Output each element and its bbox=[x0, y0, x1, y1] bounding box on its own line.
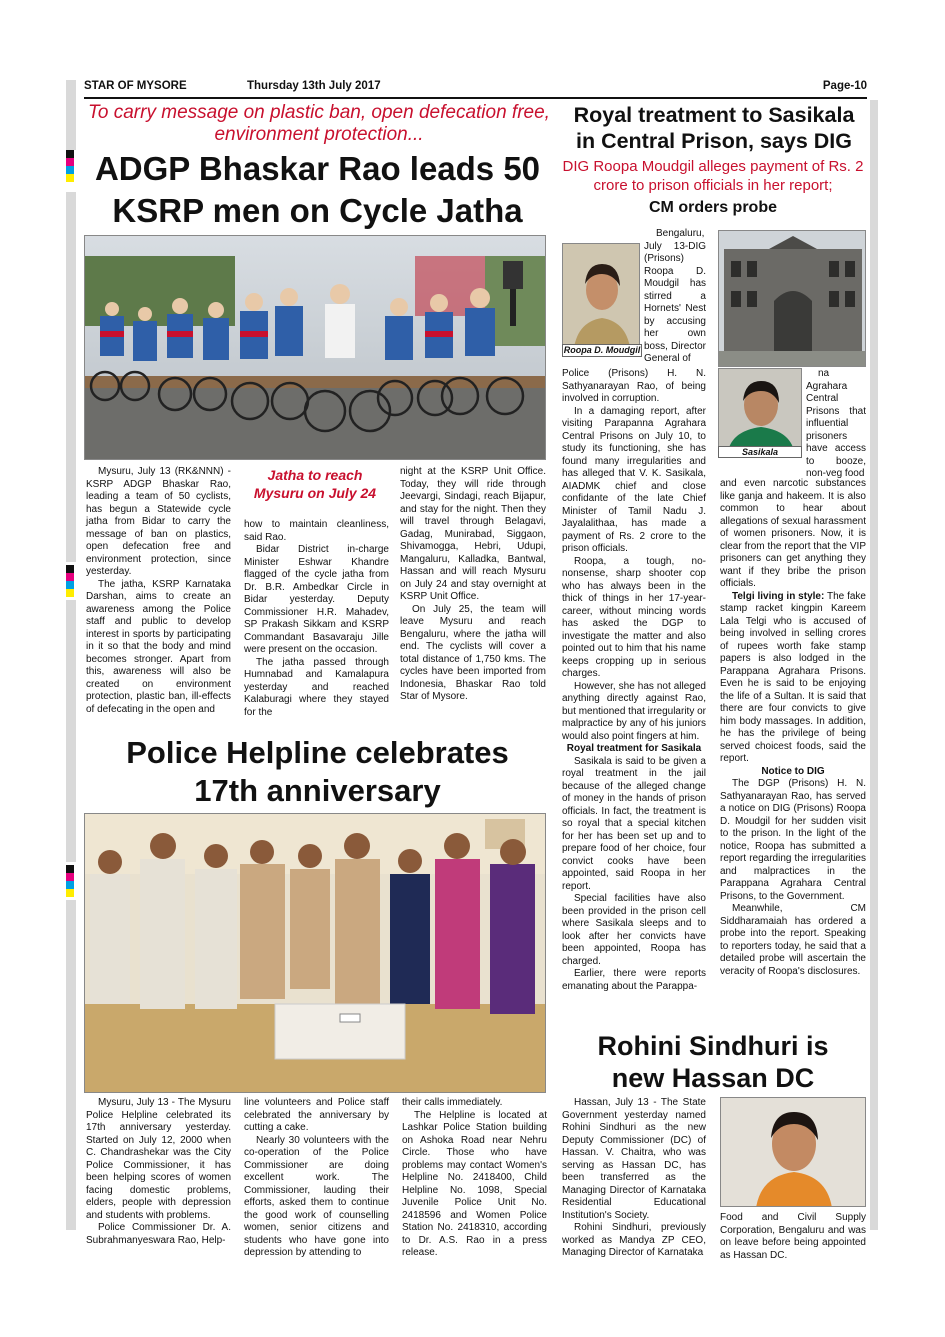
article4-colL-para2: Rohini Sindhuri, previously worked as Mandya ZP CEO, Managing Director of Karnataka bbox=[562, 1222, 706, 1258]
article3-colR-para1-rest: and even narcotic substances like ganja and hakeem. It is also common to hear about allegations of sexual harassment of women prisoners. Now, it is clear from the report that the VIP prisoners can get anything they want if they bribe the prison officials. bbox=[720, 478, 866, 589]
article2-column-3 bbox=[402, 1097, 547, 1260]
article3-column-left bbox=[562, 368, 706, 993]
article3-subheading-black: CM orders probe bbox=[648, 199, 777, 216]
article3-colR-para1-narrow: na Agrahara Central Prisons that influential prisoners have access to booze, non-veg food bbox=[806, 368, 866, 479]
prison-photo bbox=[718, 230, 866, 367]
masthead-rule bbox=[84, 97, 867, 99]
article3-headline-line2: in Central Prison, says DIG bbox=[575, 129, 852, 153]
article1-headline bbox=[80, 148, 555, 232]
prison-building-illustration bbox=[719, 231, 866, 367]
article2-column-2 bbox=[244, 1097, 389, 1260]
article4-column-left bbox=[562, 1097, 706, 1260]
article1-col3-para1: night at the KSRP Unit Office. Today, they will ride through Jeevargi, Sindagi, reach Bijapur, and stay for the night. Then they will travel through Belagavi, Gadag, Munirabad, Siggaon, Shivamogga, Hebri, Udupi, Mangaluru, Kalladka, Bantwal, Hassan and will reach Mysuru on July 24 and stay overnight at KSRP Unit Office. bbox=[400, 466, 546, 602]
cycle-jatha-photo bbox=[84, 235, 546, 460]
article4-colR-para1: Food and Civil Supply Corporation, Bengaluru and was on leave before being appointed as Hassan DC. bbox=[720, 1212, 866, 1261]
article1-col1-para2: The jatha, KSRP Karnataka Darshan, aims to create an awareness among the Police staff and public to develop interest in sports by participating in it so that the body and mind becomes stronger. Apart from this, awareness will also be created on environment protection, plastic ban, ill-effects of defecating in the open and bbox=[86, 578, 231, 715]
article3-colL-para1-narrow: Bengaluru, July 13-DIG (Prisons) Roopa D. Moudgil has stirred a Hornets' Nest by accusing her own boss, Director General of bbox=[644, 228, 706, 364]
article3-colR-para3: The DGP (Prisons) H. N. Sathyanarayan Rao, has served a notice on DIG (Prisons) Roopa D. Moudgil for her sudden visit to the prison. In the light of the notice, Roopa has submitted a report regarding the irregularities and malpractices in the Parappana Agrahara Central Prisons, to the Government. bbox=[720, 778, 866, 902]
article1-kicker: To carry message on plastic ban, open defecation free, environment protection... bbox=[88, 102, 550, 145]
cmyk-marks-1 bbox=[66, 150, 74, 182]
article4-headline-line2: new Hassan DC bbox=[611, 1063, 815, 1093]
cmyk-marks-3 bbox=[66, 865, 74, 897]
roopa-photo bbox=[562, 243, 640, 355]
article3-colL-para4: However, she has not alleged anything directly against Rao, but mentioned that irregularity or malpractice by any of his juniors would also point fingers at him. bbox=[562, 680, 706, 742]
article3-column-right-top bbox=[806, 368, 866, 481]
masthead-date: Thursday 13th July 2017 bbox=[247, 80, 381, 92]
article1-column-1 bbox=[86, 466, 231, 716]
cycle-jatha-illustration bbox=[85, 236, 546, 460]
article1-pullquote bbox=[240, 466, 390, 502]
article3-colR-subhead-notice: Notice to DIG bbox=[761, 765, 825, 777]
article1-pullquote-line2: Mysuru on July 24 bbox=[253, 485, 377, 501]
article1-col2-para2: Bidar District in-charge Minister Eshwar Khandre flagged of the cycle jatha from Dr. B.R. Ambedkar Circle in Bidar yesterday. Deputy Commissioner H.R. Mahadev, SP Prakash Sikkam and KSRP Commandant Basavaraju Jille were present on the occasion. bbox=[244, 544, 389, 655]
article1-headline-line1: ADGP Bhaskar Rao leads 50 bbox=[94, 150, 541, 187]
article3-colR-subhead-telgi: Telgi living in style: bbox=[732, 590, 825, 602]
cmyk-marks-2 bbox=[66, 565, 74, 597]
article4-headline bbox=[560, 1030, 866, 1094]
article1-col3-para2: On July 25, the team will leave Mysuru and reach Bengaluru, where the jatha will end. The cyclists will cover a total distance of 1,750 kms. The cycles have been imported from Indonesia, Bhaskar Rao told Star of Mysore. bbox=[400, 603, 546, 702]
print-margin-bar-left-2 bbox=[66, 192, 76, 562]
police-helpline-photo bbox=[84, 813, 546, 1093]
sasikala-portrait bbox=[719, 369, 802, 456]
article2-headline-line1: Police Helpline celebrates bbox=[126, 735, 509, 770]
article3-colL-para5: Sasikala is said to be given a royal treatment in the jail because of the alleged change of money in the hands of prison officials. In fact, the treatment is so royal that a special kitchen for her has been set up and to prepare food of her choice, four convict cooks have been appointed, said Roopa in her report. bbox=[562, 755, 706, 892]
police-helpline-illustration bbox=[85, 814, 546, 1093]
article4-column-right bbox=[720, 1212, 866, 1262]
article2-headline bbox=[80, 734, 555, 810]
article2-column-1 bbox=[86, 1097, 231, 1247]
article3-column-left-top bbox=[644, 228, 706, 366]
article3-colR-para2: The fake stamp racket kingpin Kareem Lala Telgi who is accused of being involved in selling crores of rupees worth fake stamp papers is also lodged in the Parappana Agrahara Prisons. Even he is said to be enjoying the life of a Sultan. It is said that there are four convicts to give him body massages. In addition, he has the privilege of being served choicest foods, said the report. bbox=[720, 590, 866, 764]
article3-headline-line1: Royal treatment to Sasikala bbox=[573, 103, 855, 127]
article3-colL-para3: Roopa, a tough, no-nonsense, sharp shooter cop who has always been in the thick of things in her 17-year-career, without mincing words has asked the DGP to investigate the matter and also pointed out to him that his name keeps cropping up in serious charges. bbox=[562, 555, 706, 679]
article2-col3-para1: their calls immediately. bbox=[402, 1097, 503, 1108]
article4-colL-para1: Hassan, July 13 - The State Government yesterday named Rohini Sindhuri as the new Deputy Commissioner (DC) of Hassan. V. Chaitra, who was serving as Hassan DC, has been transferred as the Managing Director of Karnataka Residential Educational Institution's Society. bbox=[562, 1097, 706, 1221]
article1-headline-line2: KSRP men on Cycle Jatha bbox=[112, 192, 523, 229]
article1-col2-para1: how to maintain cleanliness, said Rao. bbox=[244, 519, 389, 543]
print-margin-bar-left-4 bbox=[66, 900, 76, 1230]
masthead-paper-name: STAR OF MYSORE bbox=[84, 80, 187, 92]
article1-col1-para1: Mysuru, July 13 (RK&NNN) - KSRP ADGP Bhaskar Rao, leading a team of 50 cyclists, has begun a Statewide cycle jatha from Bidar to carry the message of ban on plastics, open defecation free and environment protection, since yesterday. bbox=[86, 466, 231, 577]
article4-headline-line1: Rohini Sindhuri is bbox=[597, 1031, 829, 1061]
article1-column-2 bbox=[244, 519, 389, 719]
article3-colR-para4: Meanwhile, CM Siddharamaiah has ordered a probe into the report. Speaking to reporters today, he said that a detailed probe will ascertain the veracity of Roopa's disclosures. bbox=[720, 903, 866, 977]
roopa-caption: Roopa D. Moudgil bbox=[563, 345, 641, 355]
article2-col3-para2: The Helpline is located at Lashkar Police Station building on Ashoka Road near Nehru Circle. Those who have problems may contact Women's Helpline No. 2418400, Child Helpline No. 1098, Special Juvenile Police Unit No. 2418596 and Women Police Station No. 2418310, according to Dr. A.S. Rao in a press release. bbox=[402, 1109, 547, 1258]
sasikala-photo bbox=[718, 368, 802, 456]
article3-headline bbox=[558, 102, 870, 154]
article3-colL-para6: Special facilities have also been provided in the prison cell where Sasikala sleeps and to look after her convicts have been appointed, Roopa has charged. bbox=[562, 893, 706, 967]
masthead bbox=[84, 80, 867, 96]
masthead-page-number: Page-10 bbox=[822, 80, 867, 92]
article3-colL-para2: In a damaging report, after visiting Parapanna Agrahara Central Prisons on July 10, to study its functioning, she has found many irregularities and has alleged that V. K. Sasikala, AIADMK chief and close confidante of the late Chief Minister of Tamil Nadu J. Jayalalithaa, has made a payment of Rs. 2 crore to the prison officials. bbox=[562, 405, 706, 554]
print-margin-bar-left-3 bbox=[66, 600, 76, 862]
sasikala-caption: Sasikala bbox=[718, 446, 802, 458]
article2-col2-para1: line volunteers and Police staff celebrated the anniversary by cutting a cake. bbox=[244, 1097, 389, 1133]
roopa-portrait bbox=[563, 244, 640, 355]
article3-colL-subhead: Royal treatment for Sasikala bbox=[566, 743, 702, 754]
article3-column-right bbox=[720, 478, 866, 978]
article1-column-3 bbox=[400, 466, 546, 704]
rohini-photo bbox=[720, 1097, 866, 1207]
article3-colL-para1-rest: Police (Prisons) H. N. Sathyanarayan Rao, of being involved in corruption. bbox=[562, 368, 706, 404]
article2-headline-line2: 17th anniversary bbox=[194, 773, 441, 808]
article2-col2-para2: Nearly 30 volunteers with the co-operation of the Police Commissioner are doing excellent work. The Commissioner, lauding their efforts, asked them to continue the good work of counselling women, senior citizens and students who have gone into depression by attending to bbox=[244, 1134, 389, 1258]
article3-colL-para7: Earlier, there were reports emanating about the Parappa- bbox=[562, 968, 706, 992]
article1-pullquote-line1: Jatha to reach bbox=[267, 467, 363, 483]
print-margin-bar-right bbox=[870, 100, 878, 1230]
rohini-portrait bbox=[721, 1098, 866, 1207]
article2-col1-para2: Police Commissioner Dr. A. Subrahmanyeswara Rao, Help- bbox=[86, 1222, 231, 1246]
article1-col2-para3: The jatha passed through Humnabad and Kamalapura yesterday and reached Kalaburagi where they stayed for the bbox=[244, 656, 389, 718]
print-margin-bar-left bbox=[66, 80, 76, 150]
article3-subheading-red: DIG Roopa Moudgil alleges payment of Rs. 2 crore to prison officials in her report; bbox=[562, 158, 864, 194]
article2-col1-para1: Mysuru, July 13 - The Mysuru Police Helpline celebrated its 17th anniversary yesterday. Started on July 12, 2000 when C. Chandrashekar was the City Police Commissioner, it has been helping scores of women facing domestic problems, elders, people with depression and students with problems. bbox=[86, 1097, 231, 1221]
